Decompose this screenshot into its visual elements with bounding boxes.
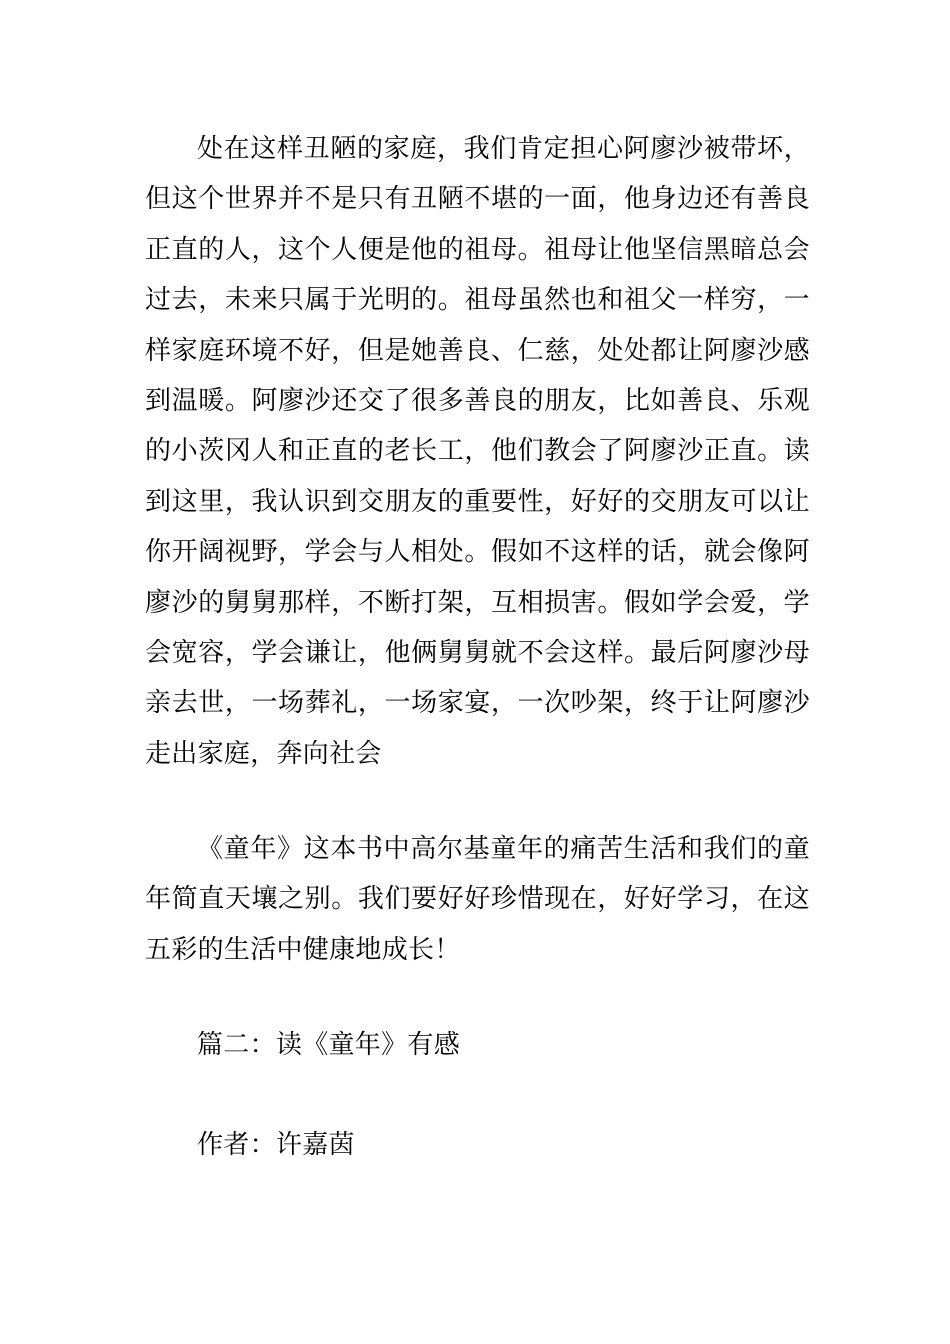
- author-line: 作者：许嘉茵: [197, 1130, 355, 1160]
- body-paragraph-1: 处在这样丑陋的家庭，我们肯定担心阿廖沙被带坏，但这个世界并不是只有丑陋不堪的一面，他身边还有善良正直的人，这个人便是他的祖母。祖母让他坚信黑暗总会过去，未来只属于光明的。祖母虽然也和祖父一样穷，一样家庭环境不好，但是她善良、仁慈，处处都让阿廖沙感到温暖。阿廖沙还交了很多善良的朋友，比如善良、乐观的小茨冈人和正直的老长工，他们教会了阿廖沙正直。读到这里，我认识到交朋友的重要性，好好的交朋友可以让你开阔视野，学会与人相处。假如不这样的话，就会像阿廖沙的舅舅那样，不断打架，互相损害。假如学会爱，学会宽容，学会谦让，他俩舅舅就不会这样。最后阿廖沙母亲去世，一场葬礼，一场家宴，一次吵架，终于让阿廖沙走出家庭，奔向社会: [145, 134, 810, 769]
- body-paragraph-2: 《童年》这本书中高尔基童年的痛苦生活和我们的童年简直天壤之别。我们要好好珍惜现在，好好学习，在这五彩的生活中健康地成长！: [145, 834, 810, 965]
- section-heading: 篇二：读《童年》有感: [197, 1030, 461, 1060]
